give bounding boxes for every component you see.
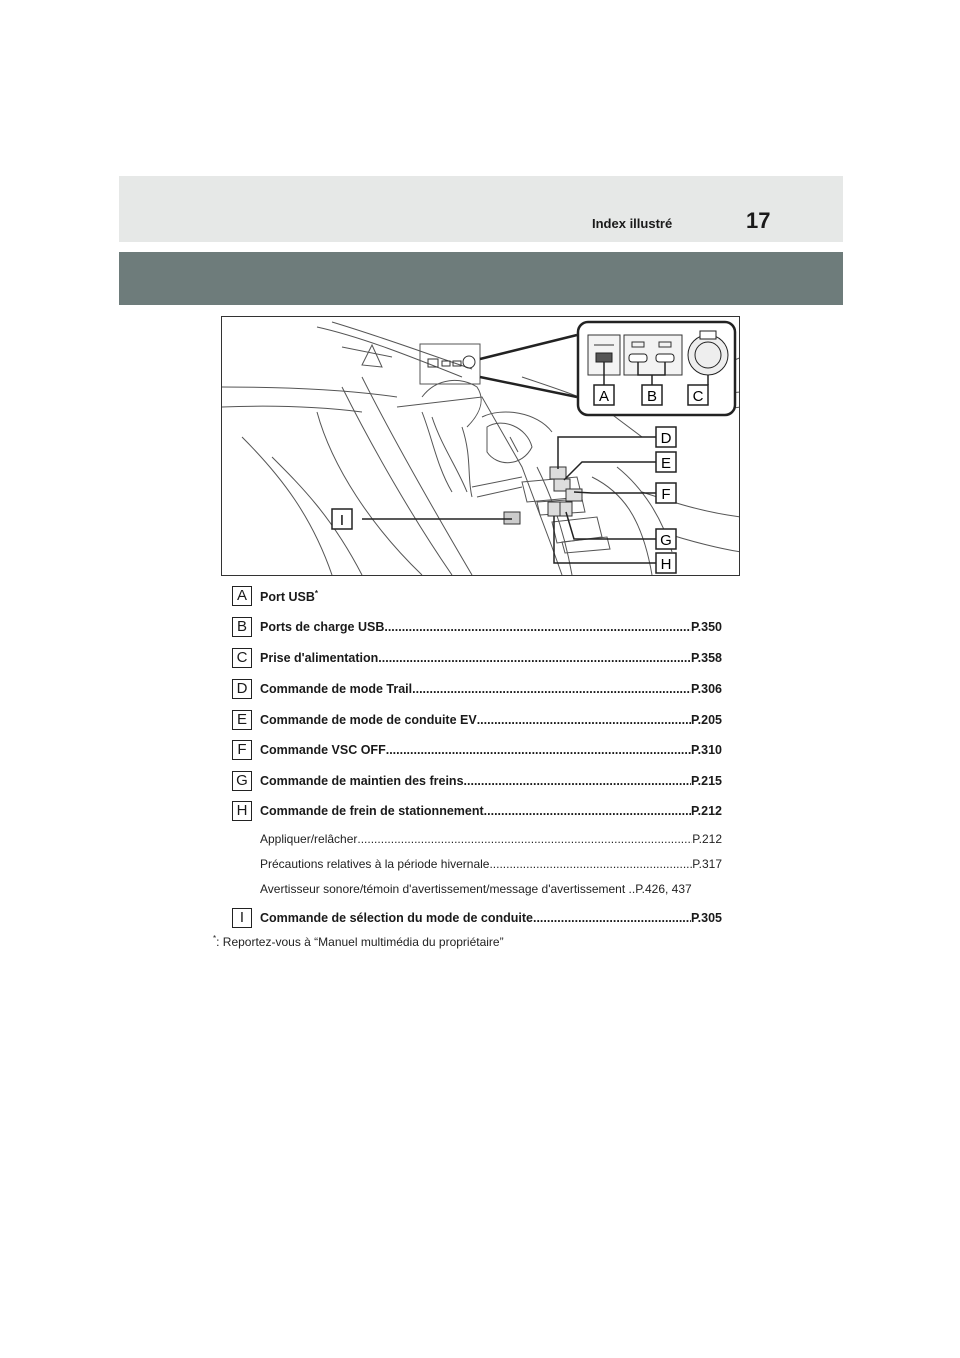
entry-letter: I (232, 908, 252, 928)
console-drawing (222, 317, 740, 576)
page-ref[interactable]: P.350 (690, 620, 722, 634)
callout-e: E (660, 455, 672, 472)
entry-label: Commande de maintien des freins (260, 774, 464, 788)
entry-label: Ports de charge USB (260, 620, 385, 634)
entry-label: Commande de mode de conduite EV (260, 713, 477, 727)
callout-d: D (660, 430, 672, 447)
footnote-text: : Reportez-vous à “Manuel multimédia du propriétaire” (216, 935, 504, 949)
header-band (119, 176, 843, 242)
entry-label: Commande de frein de stationnement (260, 804, 484, 818)
entry-letter: G (232, 771, 252, 791)
entry-letter: C (232, 648, 252, 668)
page-ref[interactable]: P.358 (690, 651, 722, 665)
page-number: 17 (746, 208, 771, 233)
entry-letter: B (232, 617, 252, 637)
entry-letter: F (232, 740, 252, 760)
page-ref[interactable]: P.205 (690, 713, 722, 727)
entry-label: Port USB (260, 590, 315, 605)
entry-label: Commande de sélection du mode de conduite (260, 911, 533, 925)
sub-entry-label: Avertisseur sonore/témoin d'avertissement/message d'avertissement .. (260, 882, 636, 896)
callout-g: G (660, 532, 672, 549)
page-ref[interactable]: P.305 (690, 911, 722, 925)
page-ref[interactable]: P.317 (692, 857, 722, 871)
callout-h: H (660, 556, 672, 573)
entry-letter: E (232, 710, 252, 730)
console-illustration (221, 316, 740, 576)
callout-f: F (661, 486, 671, 503)
footnote-mark: * (213, 934, 217, 943)
page-ref[interactable]: P.426, 437 (635, 882, 692, 896)
entry-label: Prise d'alimentation (260, 651, 379, 665)
page-ref[interactable]: P.306 (690, 682, 722, 696)
header-bar (119, 252, 843, 305)
entry-letter: D (232, 679, 252, 699)
entry-label: Commande VSC OFF (260, 743, 386, 757)
page-ref[interactable]: P.310 (690, 743, 722, 757)
entry-label: Commande de mode Trail (260, 682, 413, 696)
sub-entry-label: Précautions relatives à la période hivernale (260, 857, 490, 871)
callout-i: I (339, 512, 345, 529)
footnote (213, 934, 504, 949)
page-ref[interactable]: P.215 (690, 774, 722, 788)
entry-letter: H (232, 801, 252, 821)
entry-letter: A (232, 586, 252, 606)
page-ref[interactable]: P.212 (692, 832, 722, 846)
callout-c: C (692, 388, 704, 405)
callout-a: A (598, 388, 610, 405)
footnote-marker: * (314, 589, 318, 598)
page-ref[interactable]: P.212 (690, 804, 722, 818)
callout-b: B (646, 388, 658, 405)
sub-entry-label: Appliquer/relâcher (260, 832, 358, 846)
section-title: Index illustré (592, 216, 673, 231)
